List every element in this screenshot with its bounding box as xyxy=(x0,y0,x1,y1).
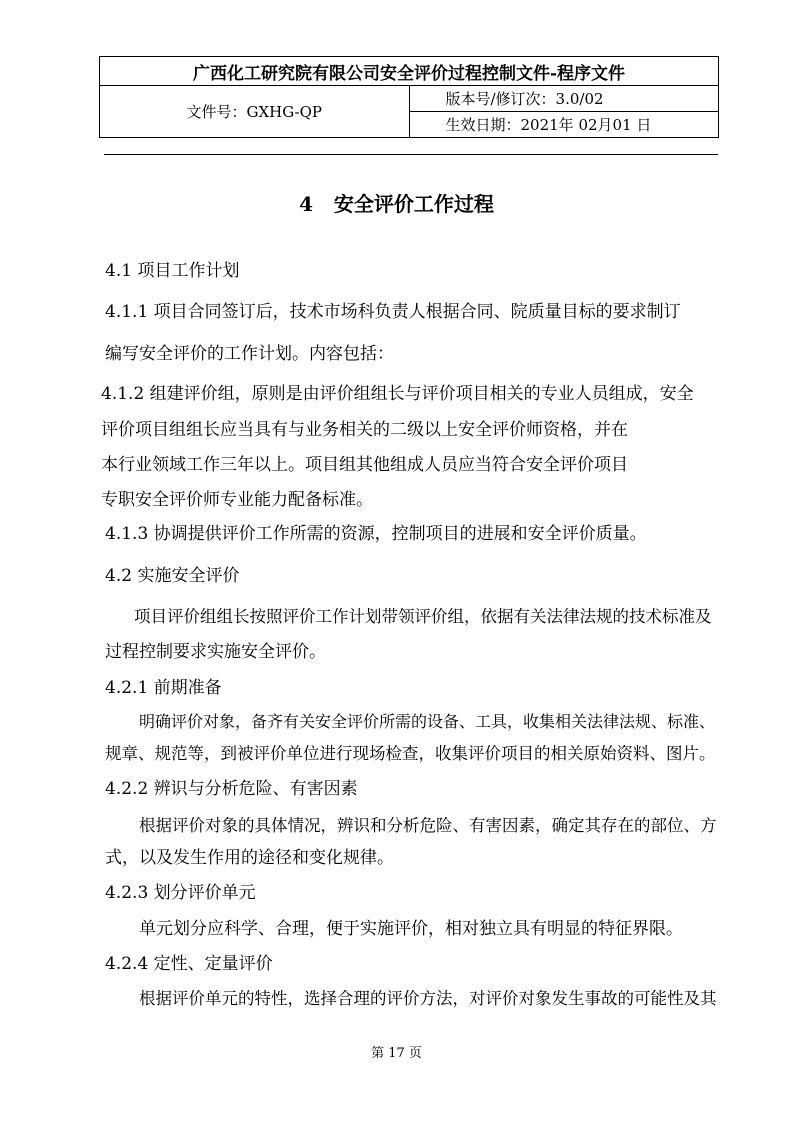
chapter-title: 4 安全评价工作过程 xyxy=(299,192,494,216)
effective-date: 生效日期：2021年 02月01 日 xyxy=(409,112,719,138)
paragraph-line: 本行业领域工作三年以上。项目组其他组成人员应当符合安全评价项目 xyxy=(101,455,628,475)
paragraph-line: 规章、规范等，到被评价单位进行现场检查，收集评价项目的相关原始资料、图片。 xyxy=(105,744,716,763)
paragraph-line: 编写安全评价的工作计划。内容包括： xyxy=(105,344,394,364)
paragraph-line: 明确评价对象，备齐有关安全评价所需的设备、工具，收集相关法律法规、标准、 xyxy=(139,712,716,731)
subsection-heading: 4.2.1 前期准备 xyxy=(105,678,222,698)
paragraph-line: 根据评价对象的具体情况，辨识和分析危险、有害因素，确定其存在的部位、方 xyxy=(139,816,717,835)
paragraph-line: 式，以及发生作用的途径和变化规律。 xyxy=(105,848,394,868)
section-heading: 4.2 实施安全评价 xyxy=(105,566,240,586)
subsection-heading: 4.2.2 辨识与分析危险、有害因素 xyxy=(105,779,358,799)
paragraph-line: 过程控制要求实施安全评价。 xyxy=(105,642,326,662)
subsection-heading: 4.2.3 划分评价单元 xyxy=(105,883,256,903)
paragraph-line: 4.1.3 协调提供评价工作所需的资源，控制项目的进展和安全评价质量。 xyxy=(105,524,647,544)
subsection-heading: 4.2.4 定性、定量评价 xyxy=(105,954,273,974)
header-divider xyxy=(104,154,718,155)
paragraph-line: 根据评价单元的特性，选择合理的评价方法，对评价对象发生事故的可能性及其 xyxy=(139,989,717,1008)
document-header-table xyxy=(99,56,719,138)
paragraph-line: 4.1.1 项目合同签订后，技术市场科负责人根据合同、院质量目标的要求制订 xyxy=(105,302,681,322)
section-heading: 4.1 项目工作计划 xyxy=(105,261,240,281)
page-number: 第 17 页 xyxy=(371,1046,422,1061)
paragraph-line: 单元划分应科学、合理，便于实施评价，相对独立具有明显的特征界限。 xyxy=(139,919,683,939)
paragraph-line: 项目评价组组长按照评价工作计划带领评价组，依据有关法律法规的技术标准及 xyxy=(134,607,712,626)
paragraph-line: 专职安全评价师专业能力配备标准。 xyxy=(101,490,373,510)
file-number: 文件号：GXHG-QP xyxy=(100,86,410,138)
version-number: 版本号/修订次：3.0/02 xyxy=(409,86,719,112)
paragraph-line: 评价项目组组长应当具有与业务相关的二级以上安全评价师资格，并在 xyxy=(101,420,628,440)
document-header-title: 广西化工研究院有限公司安全评价过程控制文件-程序文件 xyxy=(100,57,719,86)
paragraph-line: 4.1.2 组建评价组，原则是由评价组组长与评价项目相关的专业人员组成，安全 xyxy=(101,384,694,404)
